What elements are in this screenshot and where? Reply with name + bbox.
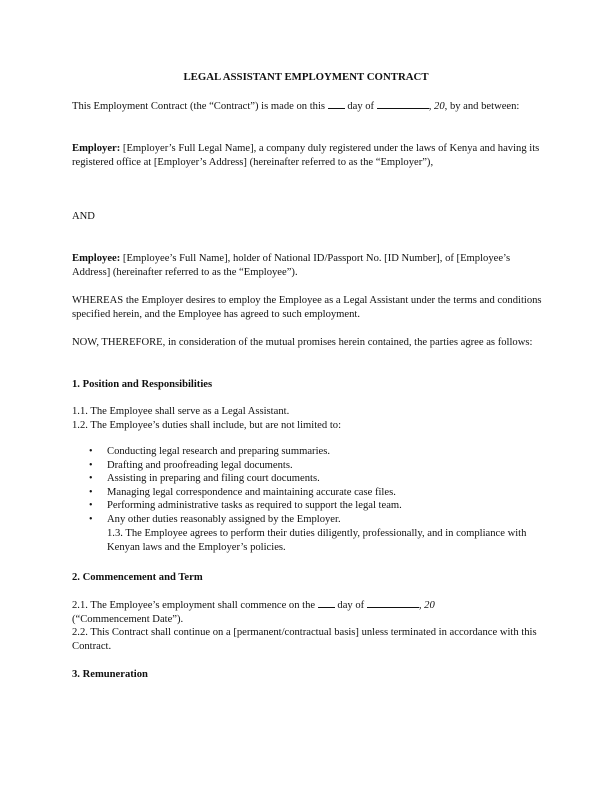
- clause-2-1-year: 20: [424, 600, 435, 611]
- clause-2-1-prefix: 2.1. The Employee’s employment shall commence on the: [72, 600, 318, 611]
- commencement-month-blank: [367, 598, 419, 608]
- employer-label: Employer:: [72, 143, 121, 154]
- employee-label: Employee:: [72, 253, 121, 264]
- now-therefore-paragraph: NOW, THEREFORE, in consideration of the mutual promises herein contained, the parties agree as follows:: [72, 337, 533, 348]
- clause-2-1-mid: day of: [334, 600, 367, 611]
- duties-list: [72, 445, 544, 527]
- intro-mid: day of: [344, 101, 377, 112]
- list-item: • Drafting and proofreading legal documents.: [89, 459, 293, 471]
- clause-2-1: [72, 598, 544, 626]
- intro-suffix: , by and between:: [444, 101, 520, 112]
- month-blank: [377, 99, 429, 109]
- clause-2-2: 2.2. This Contract shall continue on a [permanent/contractual basis] unless terminated in accordance with this Contract.: [72, 627, 537, 652]
- clause-2-1-year-comma: ,: [418, 600, 425, 611]
- section-2-heading: 2. Commencement and Term: [72, 572, 203, 583]
- section-1-heading: 1. Position and Responsibilities: [72, 379, 213, 390]
- intro-paragraph: [72, 99, 544, 114]
- bullet-icon: •: [89, 513, 93, 525]
- bullet-icon: •: [89, 500, 93, 512]
- intro-year-comma: ,: [428, 101, 435, 112]
- day-blank: [328, 99, 345, 109]
- list-item: • Performing administrative tasks as required to support the legal team.: [89, 500, 402, 512]
- intro-year: 20: [434, 101, 445, 112]
- list-item: • Managing legal correspondence and maintaining accurate case files.: [89, 486, 396, 498]
- employee-text: [Employee’s Full Name], holder of National ID/Passport No. [ID Number], of [Employee’s Address] (hereinafter referred to as the “Employee”).: [72, 253, 511, 278]
- bullet-icon: •: [89, 473, 93, 485]
- bullet-icon: •: [89, 486, 93, 498]
- employer-text: [Employer’s Full Legal Name], a company duly registered under the laws of Kenya and having its registered office at [Employer’s Address] (hereinafter referred to as the “Employer”),: [72, 143, 540, 168]
- list-item: • Assisting in preparing and filing court documents.: [89, 473, 320, 485]
- commencement-day-blank: [318, 598, 335, 608]
- section-3-heading: 3. Remuneration: [72, 669, 148, 680]
- clause-1-3: 1.3. The Employee agrees to perform their duties diligently, professionally, and in compliance with Kenyan laws and the Employer’s policies.: [107, 528, 527, 553]
- employer-paragraph: [72, 142, 544, 169]
- document-title: LEGAL ASSISTANT EMPLOYMENT CONTRACT: [183, 71, 429, 83]
- intro-prefix: This Employment Contract (the “Contract”) is made on this: [72, 101, 328, 112]
- clause-1-1: 1.1. The Employee shall serve as a Legal Assistant.: [72, 406, 290, 417]
- bullet-icon: •: [89, 446, 93, 457]
- bullet-icon: •: [89, 459, 93, 471]
- and-text: AND: [72, 211, 95, 222]
- list-item: • Any other duties reasonably assigned by the Employer.: [89, 513, 341, 525]
- whereas-paragraph: WHEREAS the Employer desires to employ the Employee as a Legal Assistant under the terms and conditions specified herein, and the Employee has agreed to such employment.: [72, 295, 542, 320]
- clause-1-2: 1.2. The Employee’s duties shall include, but are not limited to:: [72, 420, 342, 431]
- list-item: • Conducting legal research and preparing summaries.: [89, 446, 330, 457]
- clause-2-1-suffix: (“Commencement Date”).: [72, 613, 184, 625]
- employee-paragraph: [72, 252, 544, 279]
